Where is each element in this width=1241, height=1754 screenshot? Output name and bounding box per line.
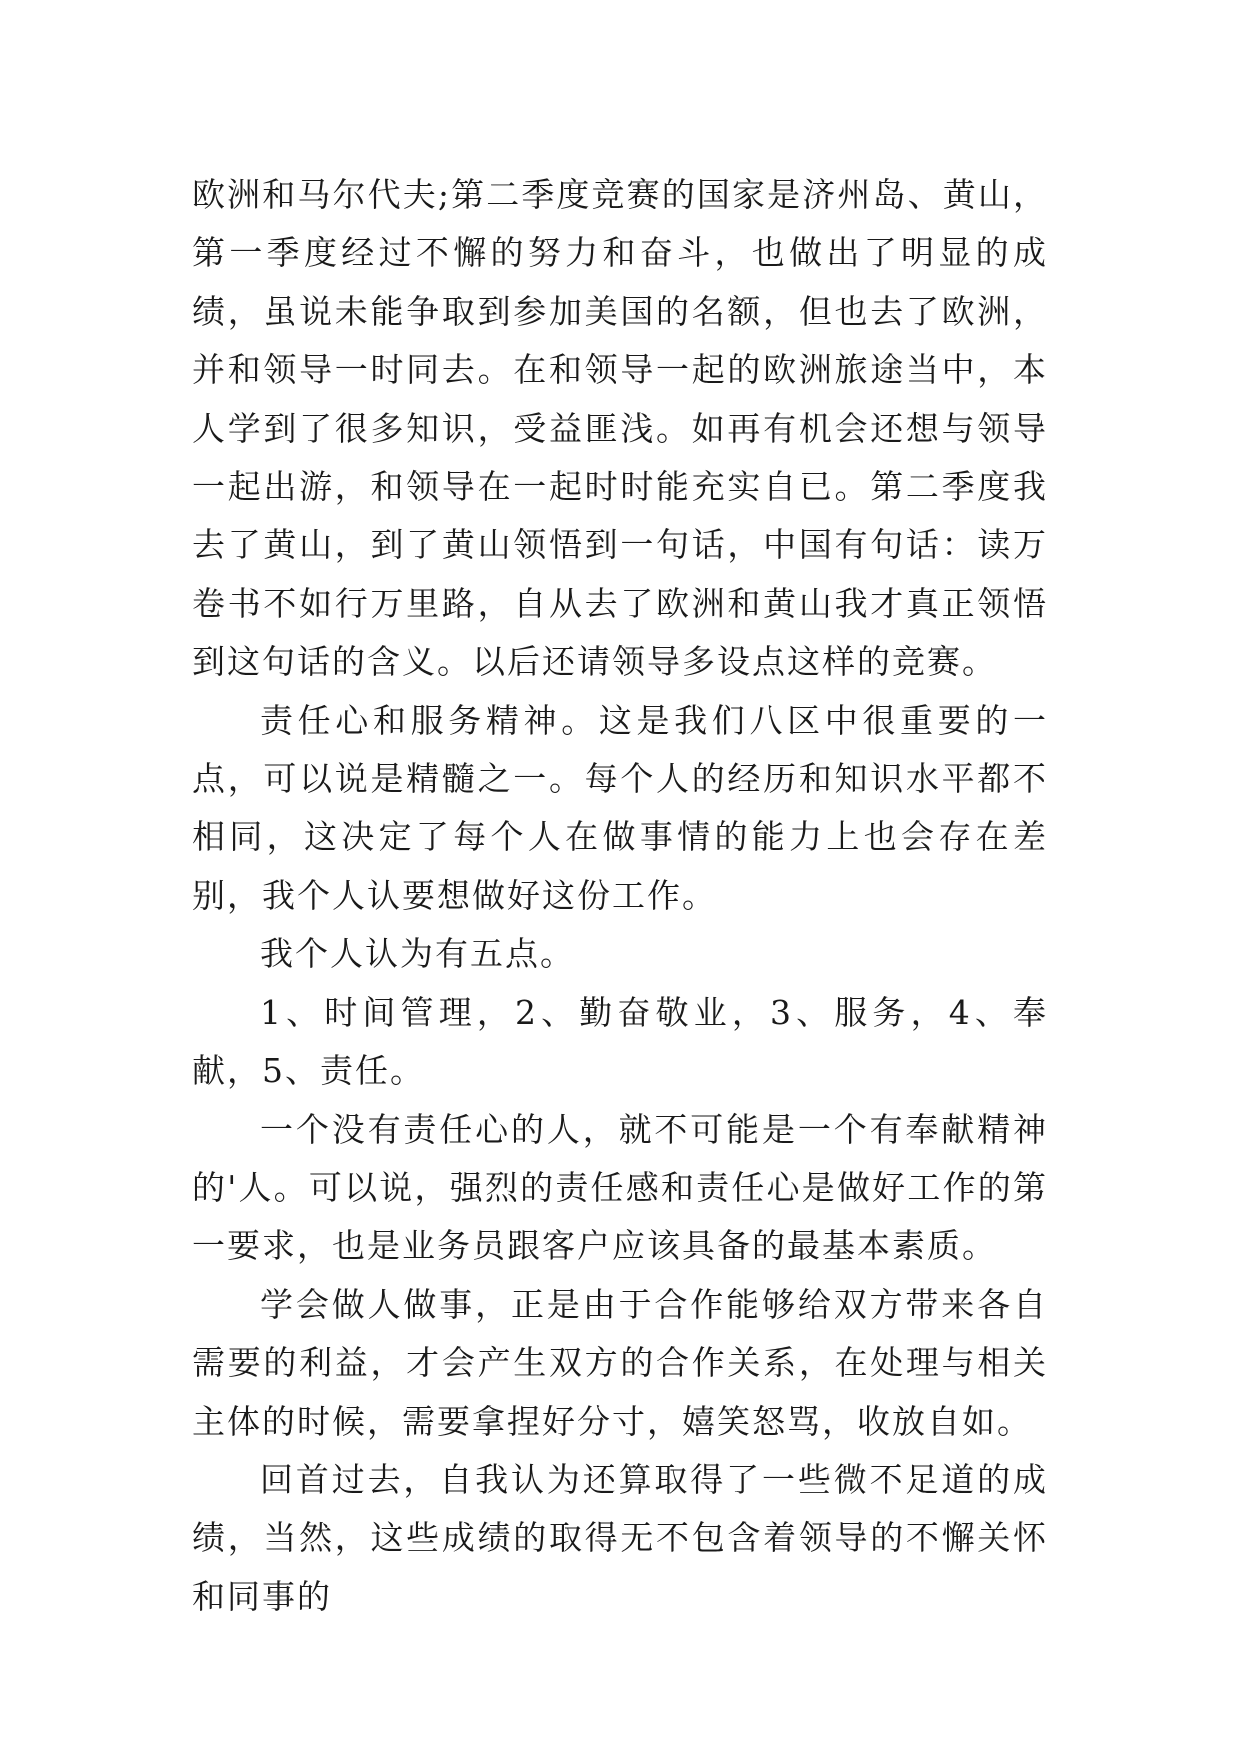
paragraph-cooperation: 学会做人做事，正是由于合作能够给双方带来各自需要的利益，才会产生双方的合作关系，在处理与相关主体的时候，需要拿捏好分寸，嬉笑怒骂，收放自如。 [192, 1284, 1048, 1441]
paragraph-five-points-list: 1、时间管理，2、勤奋敬业，3、服务，4、奉献，5、责任。 [192, 992, 1048, 1091]
paragraph-responsibility-service: 责任心和服务精神。这是我们八区中很重要的一点，可以说是精髓之一。每个人的经历和知识水平都不相同，这决定了每个人在做事情的能力上也会存在差别，我个人认要想做好这份工作。 [192, 700, 1048, 915]
paragraph-five-points-intro: 我个人认为有五点。 [260, 934, 575, 974]
paragraph-looking-back: 回首过去，自我认为还算取得了一些微不足道的成绩，当然，这些成绩的取得无不包含着领导的不懈关怀和同事的 [192, 1459, 1048, 1616]
document-body [192, 166, 1048, 1626]
paragraph-responsible-person: 一个没有责任心的人，就不可能是一个有奉献精神的'人。可以说，强烈的责任感和责任心是做好工作的第一要求，也是业务员跟客户应该具备的最基本素质。 [192, 1109, 1048, 1266]
paragraph-travel-contest: 欧洲和马尔代夫;第二季度竞赛的国家是济州岛、黄山，第一季度经过不懈的努力和奋斗，也做出了明显的成绩，虽说未能争取到参加美国的名额，但也去了欧洲，并和领导一时同去。在和领导一起的欧洲旅途当中，本人学到了很多知识，受益匪浅。如再有机会还想与领导一起出游，和领导在一起时时能充实自已。第二季度我去了黄山，到了黄山领悟到一句话，中国有句话：读万卷书不如行万里路，自从去了欧洲和黄山我才真正领悟到这句话的含义。以后还请领导多设点这样的竞赛。 [192, 175, 1048, 682]
